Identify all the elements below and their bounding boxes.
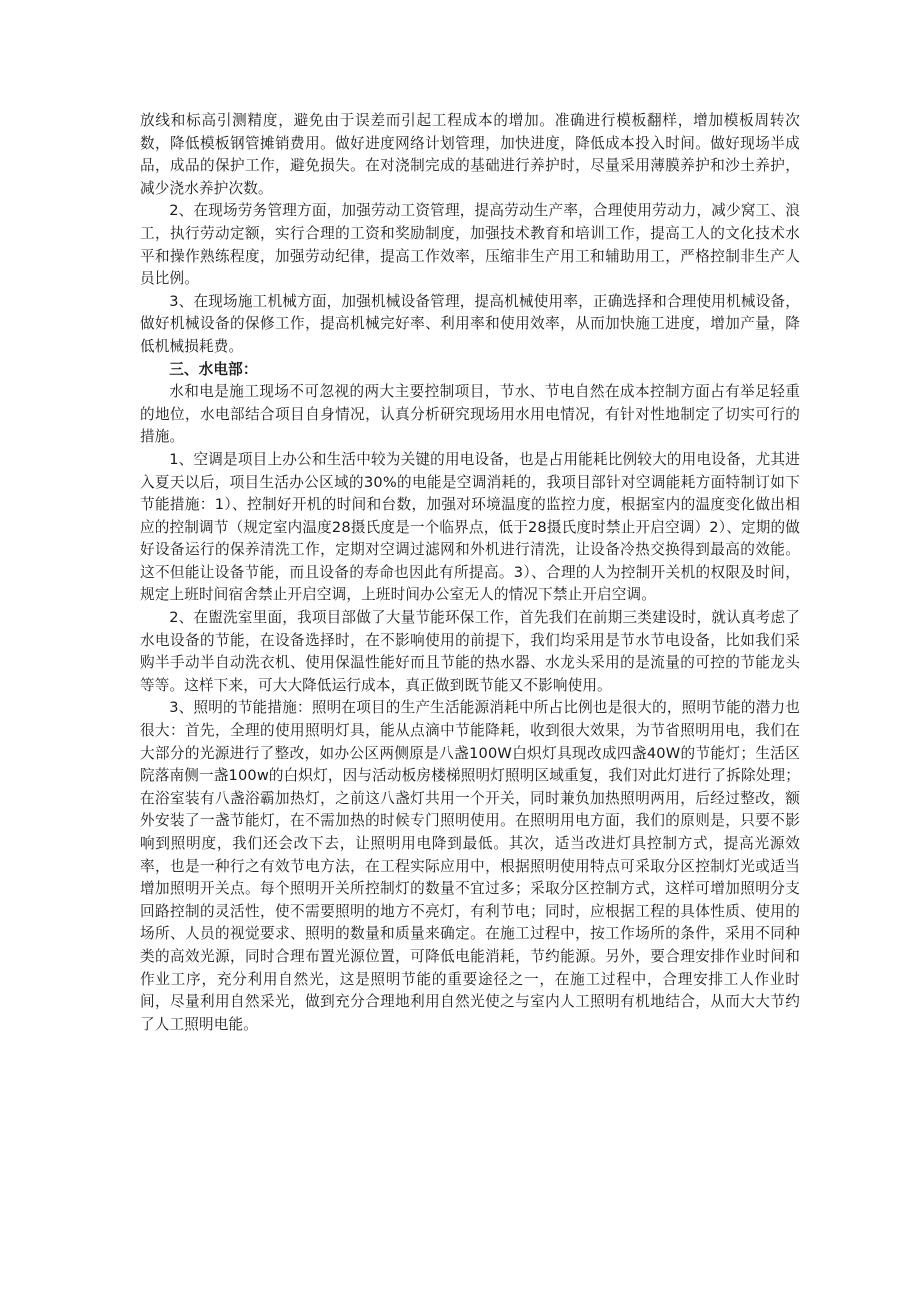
section-heading-water-electric: 三、水电部：: [169, 360, 258, 378]
paragraph-labor-management: 2、在现场劳务管理方面，加强劳动工资管理，提高劳动生产率，合理使用劳动力，减少窝工、浪工，执行劳动定额，实行合理的工资和奖励制度，加强技术教育和培训工作，提高工人的文化技术水平和操作熟练程度，加强劳动纪律，提高工作效率，压缩非生产用工和辅助用工，严格控制非生产人员比例。: [140, 202, 800, 288]
document-body: [140, 110, 800, 1036]
paragraph-air-conditioning: 1、空调是项目上办公和生活中较为关键的用电设备，也是占用能耗比例较大的用电设备，尤其进入夏天以后，项目生活办公区域的30%的电能是空调消耗的，我项目部针对空调能耗方面特制订如下节能措施：1）、控制好开机的时间和台数，加强对环境温度的监控力度，根据室内的温度变化做出相应的控制调节（规定室内温度28摄氏度是一个临界点，低于28摄氏度时禁止开启空调）2）、定期的做好设备运行的保养清洗工作，定期对空调过滤网和外机进行清洗，让设备冷热交换得到最高的效能。这不但能让设备节能，而且设备的寿命也因此有所提高。3）、合理的人为控制开关机的权限及时间，规定上班时间宿舍禁止开启空调，上班时间办公室无人的情况下禁止开启空调。: [140, 450, 800, 604]
paragraph-continuation: 放线和标高引测精度，避免由于误差而引起工程成本的增加。准确进行模板翻样，增加模板周转次数，降低模板钢管摊销费用。做好进度网络计划管理，加快进度，降低成本投入时间。做好现场半成品，成品的保护工作，避免损失。在对浇制完成的基础进行养护时，尽量采用薄膜养护和沙土养护，减少浇水养护次数。: [140, 112, 800, 197]
paragraph-lighting: 3、照明的节能措施：照明在项目的生产生活能源消耗中所占比例也是很大的，照明节能的潜力也很大：首先，全理的使用照明灯具，能从点滴中节能降耗，收到很大效果，为节省照明用电，我们在大部分的光源进行了整改，如办公区两侧原是八盏100W白炽灯具现改成四盏40W的节能灯；生活区院落南侧一盏100w的白炽灯，因与活动板房楼梯照明灯照明区域重复，我们对此灯进行了拆除处理；在浴室装有八盏浴霸加热灯，之前这八盏灯共用一个开关，同时兼负加热照明两用，后经过整改，额外安装了一盏节能灯，在不需加热的时候专门照明使用。在照明用电方面，我们的原则是，只要不影响到照明度，我们还会改下去，让照明用电降到最低。其次，适当改进灯具控制方式，提高光源效率，也是一种行之有效节电方法，在工程实际应用中，根据照明使用特点可采取分区控制灯光或适当增加照明开关点。每个照明开关所控制灯的数量不宜过多；采取分区控制方式，这样可增加照明分支回路控制的灵活性，使不需要照明的地方不亮灯，有利节电；同时，应根据工程的具体性质、使用的场所、人员的视觉要求、照明的数量和质量来确定。在施工过程中，按工作场所的条件，采用不同种类的高效光源，同时合理布置光源位置，可降低电能消耗，节约能源。另外，要合理安排作业时间和作业工序，充分利用自然光，这是照明节能的重要途径之一，在施工过程中，合理安排工人作业时间，尽量利用自然采光，做到充分合理地利用自然光使之与室内人工照明有机地结合，从而大大节约了人工照明电能。: [140, 699, 800, 1033]
paragraph-water-electric-intro: 水和电是施工现场不可忽视的两大主要控制项目，节水、节电自然在成本控制方面占有举足轻重的地位，水电部结合项目自身情况，认真分析研究现场用水用电情况，有针对性地制定了切实可行的措施。: [140, 383, 800, 446]
paragraph-washroom: 2、在盥洗室里面，我项目部做了大量节能环保工作，首先我们在前期三类建设时，就认真考虑了水电设备的节能，在设备选择时，在不影响使用的前提下，我们均采用是节水节电设备，比如我们采购半手动半自动洗衣机、使用保温性能好而且节能的热水器、水龙头采用的是流量的可控的节能龙头等等。这样下来，可大大降低运行成本，真正做到既节能又不影响使用。: [140, 609, 800, 694]
paragraph-machinery: 3、在现场施工机械方面，加强机械设备管理，提高机械使用率，正确选择和合理使用机械设备，做好机械设备的保修工作，提高机械完好率、利用率和使用效率，从而加快施工进度，增加产量，降低机械损耗费。: [140, 292, 800, 355]
